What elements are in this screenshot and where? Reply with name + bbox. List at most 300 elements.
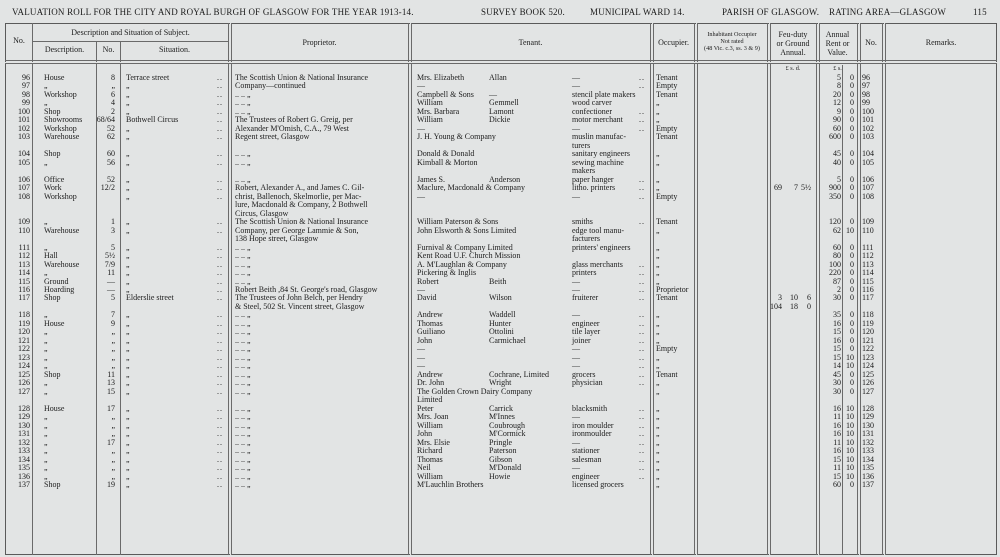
rent-shillings: 10 [846, 437, 854, 447]
leader-dots: .. [639, 183, 645, 193]
leader-dots: .. [639, 174, 645, 184]
leader-dots: .. [217, 98, 223, 108]
rent-pounds: 16 [833, 403, 841, 413]
proprietor: lure, Macdonald & Company, 2 Bothwell [235, 200, 368, 210]
street-number: 11 [107, 369, 115, 379]
entry-number-right: 106 [862, 174, 874, 184]
situation: „ [126, 463, 130, 473]
tenant-name: A. M'Laughlan & Company [417, 259, 507, 269]
occupation: muslin manufac- [572, 132, 626, 142]
entry-number-right: 99 [862, 98, 870, 108]
tenant-surname: — [489, 89, 497, 99]
occupation: turers [572, 140, 591, 150]
description: „ [44, 378, 48, 388]
rent-pounds: 220 [829, 268, 841, 278]
description: Warehouse [44, 132, 80, 142]
col-feu-1: Feu-duty [778, 30, 808, 39]
rent-pounds: 16 [833, 318, 841, 328]
occupation: — [572, 361, 580, 371]
col-feu-units: £ s. d. [785, 65, 801, 72]
situation: „ [126, 251, 130, 261]
entry-number-right: 118 [862, 310, 874, 320]
leader-dots: .. [217, 251, 223, 261]
situation: „ [126, 132, 130, 142]
leader-dots: .. [217, 73, 223, 82]
leader-dots: .. [639, 412, 645, 422]
entry-number-right: 110 [862, 225, 874, 235]
col-inhabitant-3: (48 Vic. c.3, ss. 3 & 9) [704, 45, 760, 52]
description: „ [44, 310, 48, 320]
street-number: 2 [111, 106, 115, 116]
tenant-name: — [417, 123, 425, 133]
tenant-name: — [417, 361, 425, 371]
tenant-name: Campbell & Sons [417, 89, 474, 99]
proprietor: .. .. „ [235, 386, 251, 396]
rent-pounds: 90 [833, 115, 841, 125]
situation: „ [126, 454, 130, 464]
leader-dots: .. [639, 123, 645, 133]
rent-shillings: 0 [850, 106, 854, 116]
tenant-name: — [417, 81, 425, 91]
occupation: salesman [572, 454, 602, 464]
leader-dots: .. [639, 217, 645, 227]
tenant-surname: Ottolini [489, 327, 514, 337]
col-feu-2: or Ground [776, 39, 810, 48]
street-number: 1 [111, 217, 115, 227]
entry-number: 116 [18, 285, 30, 294]
entry-number-right: 115 [862, 276, 874, 286]
entry-number-right: 119 [862, 318, 874, 328]
leader-dots: .. [639, 318, 645, 328]
entry-number-right: 100 [862, 106, 874, 116]
street-number: 5 [111, 242, 115, 252]
leader-dots: .. [217, 318, 223, 328]
rent-shillings: 10 [846, 412, 854, 422]
leader-dots: .. [639, 327, 645, 337]
occupation: paper hanger [572, 174, 614, 184]
leader-dots: .. [217, 480, 223, 490]
entry-number-right: 134 [862, 454, 874, 464]
tenant-name: Mrs. Elizabeth [417, 73, 465, 82]
rent-pounds: 40 [833, 157, 841, 167]
proprietor: 138 Hope street, Glasgow [235, 234, 319, 244]
entry-number: 120 [18, 327, 30, 337]
tenant-name: Neil [417, 463, 431, 473]
leader-dots: .. [639, 293, 645, 303]
entry-number-right: 107 [862, 183, 874, 193]
tenant-surname: M'Donald [489, 463, 522, 473]
tenant-name: The Golden Crown Dairy Company [417, 386, 533, 396]
rent-shillings: 10 [846, 420, 854, 430]
proprietor: The Trustees of John Belch, per Hendry [235, 293, 363, 303]
entry-number: 126 [18, 378, 30, 388]
proprietor: .. .. „ [235, 471, 251, 481]
occupier: „ [656, 352, 660, 362]
rent-pounds: 12 [833, 98, 841, 108]
occupier: „ [656, 420, 660, 430]
rent-shillings: 0 [850, 369, 854, 379]
rent-shillings: 0 [850, 132, 854, 142]
occupier: „ [656, 157, 660, 167]
occupation: stencil plate makers [572, 89, 636, 99]
occupation: motor merchant [572, 115, 623, 125]
rent-pounds: 15 [833, 344, 841, 354]
tenant-surname: Lamont [489, 106, 514, 116]
rent-shillings: 0 [850, 217, 854, 227]
leader-dots: .. [639, 429, 645, 439]
entry-number: 105 [18, 157, 30, 167]
survey-book: SURVEY BOOK 520. [481, 7, 565, 17]
occupier: Tenant [656, 89, 678, 99]
occupation: — [572, 73, 580, 82]
leader-dots: .. [217, 132, 223, 142]
occupier: „ [656, 149, 660, 159]
entry-number: 106 [18, 174, 30, 184]
description: „ [44, 327, 48, 337]
occupier: „ [656, 276, 660, 286]
entry-number: 123 [18, 352, 30, 362]
leader-dots: .. [639, 446, 645, 456]
entry-number: 100 [18, 106, 30, 116]
tenant-name: Limited [417, 395, 443, 405]
tenant-name: William [417, 420, 443, 430]
leader-dots: .. [217, 268, 223, 278]
header-rule [5, 60, 997, 61]
situation: Elderslie street [126, 293, 174, 303]
leader-dots: .. [217, 123, 223, 133]
description: Hoarding [44, 285, 75, 294]
rent-pounds: 60 [833, 242, 841, 252]
leader-dots: .. [217, 386, 223, 396]
situation: „ [126, 378, 130, 388]
entry-number-right: 111 [862, 242, 874, 252]
situation: „ [126, 225, 130, 235]
entry-number: 115 [18, 276, 30, 286]
proprietor: .. .. „ [235, 344, 251, 354]
rent-shillings: 10 [846, 429, 854, 439]
rent-pounds: 120 [829, 217, 841, 227]
proprietor: The Trustees of Robert G. Greig, per [235, 115, 353, 125]
rent-pounds: 900 [829, 183, 841, 193]
street-number: 52 [107, 123, 115, 133]
entry-number: 114 [18, 268, 30, 278]
entry-number: 107 [18, 183, 30, 193]
situation: „ [126, 437, 130, 447]
rent-pounds: 14 [833, 361, 841, 371]
situation: „ [126, 98, 130, 108]
leader-dots: .. [639, 471, 645, 481]
rent-pounds: 80 [833, 251, 841, 261]
leader-dots: .. [639, 437, 645, 447]
rent-pounds: 2 [837, 285, 841, 294]
feu-pounds: 3 [778, 293, 782, 303]
tenant-name: Thomas [417, 454, 443, 464]
tenant-name: Maclure, Macdonald & Company [417, 183, 525, 193]
situation: „ [126, 81, 130, 91]
tenant-name: William [417, 471, 443, 481]
occupier: „ [656, 378, 660, 388]
leader-dots: .. [639, 352, 645, 362]
occupier: Tenant [656, 369, 678, 379]
tenant-name: Pickering & Inglis [417, 268, 477, 278]
entry-number-right: 132 [862, 437, 874, 447]
street-number: „ [111, 412, 115, 422]
entry-number: 124 [18, 361, 30, 371]
leader-dots: .. [639, 378, 645, 388]
situation: „ [126, 446, 130, 456]
occupier: Tenant [656, 73, 678, 82]
rent-shillings: 10 [846, 403, 854, 413]
description: Work [44, 183, 62, 193]
entry-number-right: 104 [862, 149, 874, 159]
description: Office [44, 174, 65, 184]
entry-number: 122 [18, 344, 30, 354]
situation: „ [126, 420, 130, 430]
occupation: — [572, 191, 580, 201]
description: Shop [44, 369, 61, 379]
occupation: tile layer [572, 327, 601, 337]
entry-number-right: 97 [862, 81, 870, 91]
situation: „ [126, 369, 130, 379]
description: „ [44, 420, 48, 430]
rent-pounds: 9 [837, 106, 841, 116]
proprietor: .. .. „ [235, 480, 251, 490]
table-row [0, 480, 1000, 489]
occupation: iron moulder [572, 420, 614, 430]
entry-number: 103 [18, 132, 30, 142]
entry-number: 132 [18, 437, 30, 447]
tenant-name: Guiliano [417, 327, 445, 337]
rent-shillings: 0 [850, 191, 854, 201]
header-rule [33, 41, 228, 42]
entry-number: 99 [22, 98, 30, 108]
occupier: „ [656, 446, 660, 456]
rent-pounds: 30 [833, 386, 841, 396]
description: „ [44, 81, 48, 91]
rent-shillings: 10 [846, 454, 854, 464]
rent-shillings: 0 [850, 259, 854, 269]
leader-dots: .. [217, 157, 223, 167]
rent-shillings: 0 [850, 89, 854, 99]
description: Shop [44, 480, 61, 490]
tenant-name: Kimball & Morton [417, 157, 478, 167]
occupier: Empty [656, 123, 678, 133]
description: „ [44, 386, 48, 396]
leader-dots: .. [217, 437, 223, 447]
street-number: „ [111, 454, 115, 464]
entry-number: 113 [18, 259, 30, 269]
occupier: „ [656, 471, 660, 481]
tenant-name: — [417, 191, 425, 201]
occupier: Tenant [656, 132, 678, 142]
street-number: 9 [111, 318, 115, 328]
rent-shillings: 10 [846, 225, 854, 235]
col-inhabitant-1: Inhabitant Occupier [707, 31, 757, 38]
leader-dots: .. [217, 259, 223, 269]
tenant-surname: Beith [489, 276, 507, 286]
rent-shillings: 0 [850, 183, 854, 193]
rent-shillings: 0 [850, 335, 854, 345]
description: „ [44, 335, 48, 345]
tenant-name: Peter [417, 403, 434, 413]
occupier: „ [656, 174, 660, 184]
tenant-name: Mrs. Joan [417, 412, 449, 422]
proprietor: .. .. „ [235, 378, 251, 388]
proprietor: Robert Beith ,84 St. George's road, Glasgow [235, 285, 378, 294]
street-number: 5 [111, 293, 115, 303]
entry-number: 131 [18, 429, 30, 439]
occupation: ironmoulder [572, 429, 612, 439]
rent-shillings: 0 [850, 276, 854, 286]
situation: „ [126, 157, 130, 167]
entry-number: 136 [18, 471, 30, 481]
street-number: 19 [107, 480, 115, 490]
leader-dots: .. [217, 217, 223, 227]
tenant-name: Furnival & Company Limited [417, 242, 513, 252]
leader-dots: .. [217, 183, 223, 193]
leader-dots: .. [639, 344, 645, 354]
description: House [44, 403, 65, 413]
col-occupier: Occupier. [658, 38, 689, 47]
proprietor: .. .. „ [235, 259, 251, 269]
occupation: makers [572, 166, 596, 176]
occupation: — [572, 352, 580, 362]
street-number: 17 [107, 437, 115, 447]
tenant-name: M'Lauchlin Brothers [417, 480, 484, 490]
rent-shillings: 0 [850, 310, 854, 320]
street-number: „ [111, 429, 115, 439]
entry-number-right: 117 [862, 293, 874, 303]
entry-number: 96 [22, 73, 30, 82]
occupation: engineer [572, 318, 600, 328]
tenant-surname: Wilson [489, 293, 512, 303]
situation: „ [126, 361, 130, 371]
rent-pounds: 87 [833, 276, 841, 286]
tenant-surname: Carmichael [489, 335, 526, 345]
leader-dots: .. [217, 344, 223, 354]
rent-pounds: 15 [833, 471, 841, 481]
situation: „ [126, 403, 130, 413]
rent-shillings: 0 [850, 242, 854, 252]
roll-title: VALUATION ROLL FOR THE CITY AND ROYAL BURGH OF GLASGOW FOR THE YEAR 1913-14. [12, 7, 414, 17]
rent-pounds: 5 [837, 174, 841, 184]
entry-number-right: 124 [862, 361, 874, 371]
rent-pounds: 15 [833, 327, 841, 337]
leader-dots: .. [639, 268, 645, 278]
occupation: litho. printers [572, 183, 616, 193]
rent-shillings: 0 [850, 73, 854, 82]
occupation: stationer [572, 446, 600, 456]
street-number: 52 [107, 174, 115, 184]
street-number: „ [111, 420, 115, 430]
occupier: „ [656, 268, 660, 278]
proprietor: .. .. „ [235, 276, 251, 286]
feu-pence: 0 [807, 301, 811, 311]
occupier: „ [656, 327, 660, 337]
tenant-name: Thomas [417, 318, 443, 328]
col-tenant: Tenant. [518, 38, 543, 47]
proprietor: .. .. „ [235, 106, 251, 116]
proprietor: .. .. „ [235, 98, 251, 108]
description: Shop [44, 106, 61, 116]
situation: „ [126, 412, 130, 422]
street-number: 7/9 [104, 259, 115, 269]
description: „ [44, 437, 48, 447]
situation: „ [126, 352, 130, 362]
situation: „ [126, 471, 130, 481]
entry-number-right: 112 [862, 251, 874, 261]
proprietor: Circus, Glasgow [235, 208, 289, 218]
rent-shillings: 0 [850, 157, 854, 167]
occupier: Empty [656, 81, 678, 91]
rent-shillings: 0 [850, 344, 854, 354]
occupier: Tenant [656, 293, 678, 303]
description: „ [44, 352, 48, 362]
tenant-surname: Wright [489, 378, 512, 388]
proprietor: .. .. „ [235, 454, 251, 464]
description: Ground [44, 276, 69, 286]
description: „ [44, 454, 48, 464]
entry-number-right: 137 [862, 480, 874, 490]
leader-dots: .. [217, 310, 223, 320]
leader-dots: .. [217, 471, 223, 481]
leader-dots: .. [217, 420, 223, 430]
entry-number-right: 129 [862, 412, 874, 422]
entry-number: 121 [18, 335, 30, 345]
rent-shillings: 0 [850, 480, 854, 490]
occupation: fruiterer [572, 293, 599, 303]
entry-number: 118 [18, 310, 30, 320]
feu-pence: 5½ [801, 183, 811, 193]
leader-dots: .. [217, 115, 223, 125]
entry-number-right: 126 [862, 378, 874, 388]
description: „ [44, 412, 48, 422]
proprietor: .. .. „ [235, 446, 251, 456]
occupier: „ [656, 98, 660, 108]
leader-dots: .. [639, 335, 645, 345]
occupation: — [572, 285, 580, 294]
proprietor: .. .. „ [235, 242, 251, 252]
rent-pounds: 35 [833, 310, 841, 320]
leader-dots: .. [217, 149, 223, 159]
description: „ [44, 157, 48, 167]
leader-dots: .. [217, 454, 223, 464]
occupier: „ [656, 454, 660, 464]
leader-dots: .. [639, 310, 645, 320]
occupier: „ [656, 225, 660, 235]
leader-dots: .. [217, 412, 223, 422]
rent-pounds: 60 [833, 480, 841, 490]
entry-number-right: 102 [862, 123, 874, 133]
leader-dots: .. [639, 403, 645, 413]
entry-number-right: 96 [862, 73, 870, 82]
street-number: 3 [111, 225, 115, 235]
entry-number: 127 [18, 386, 30, 396]
tenant-name: William [417, 98, 443, 108]
entry-number-right: 108 [862, 191, 874, 201]
situation: Terrace street [126, 73, 170, 82]
tenant-name: — [417, 344, 425, 354]
street-number: 12/2 [100, 183, 115, 193]
rent-shillings: 0 [850, 293, 854, 303]
leader-dots: .. [639, 191, 645, 201]
entry-number-right: 105 [862, 157, 874, 167]
street-number: 6 [111, 89, 115, 99]
proprietor: .. .. „ [235, 251, 251, 261]
entry-number-right: 122 [862, 344, 874, 354]
street-number: — [107, 285, 115, 294]
proprietor: .. .. „ [235, 174, 251, 184]
